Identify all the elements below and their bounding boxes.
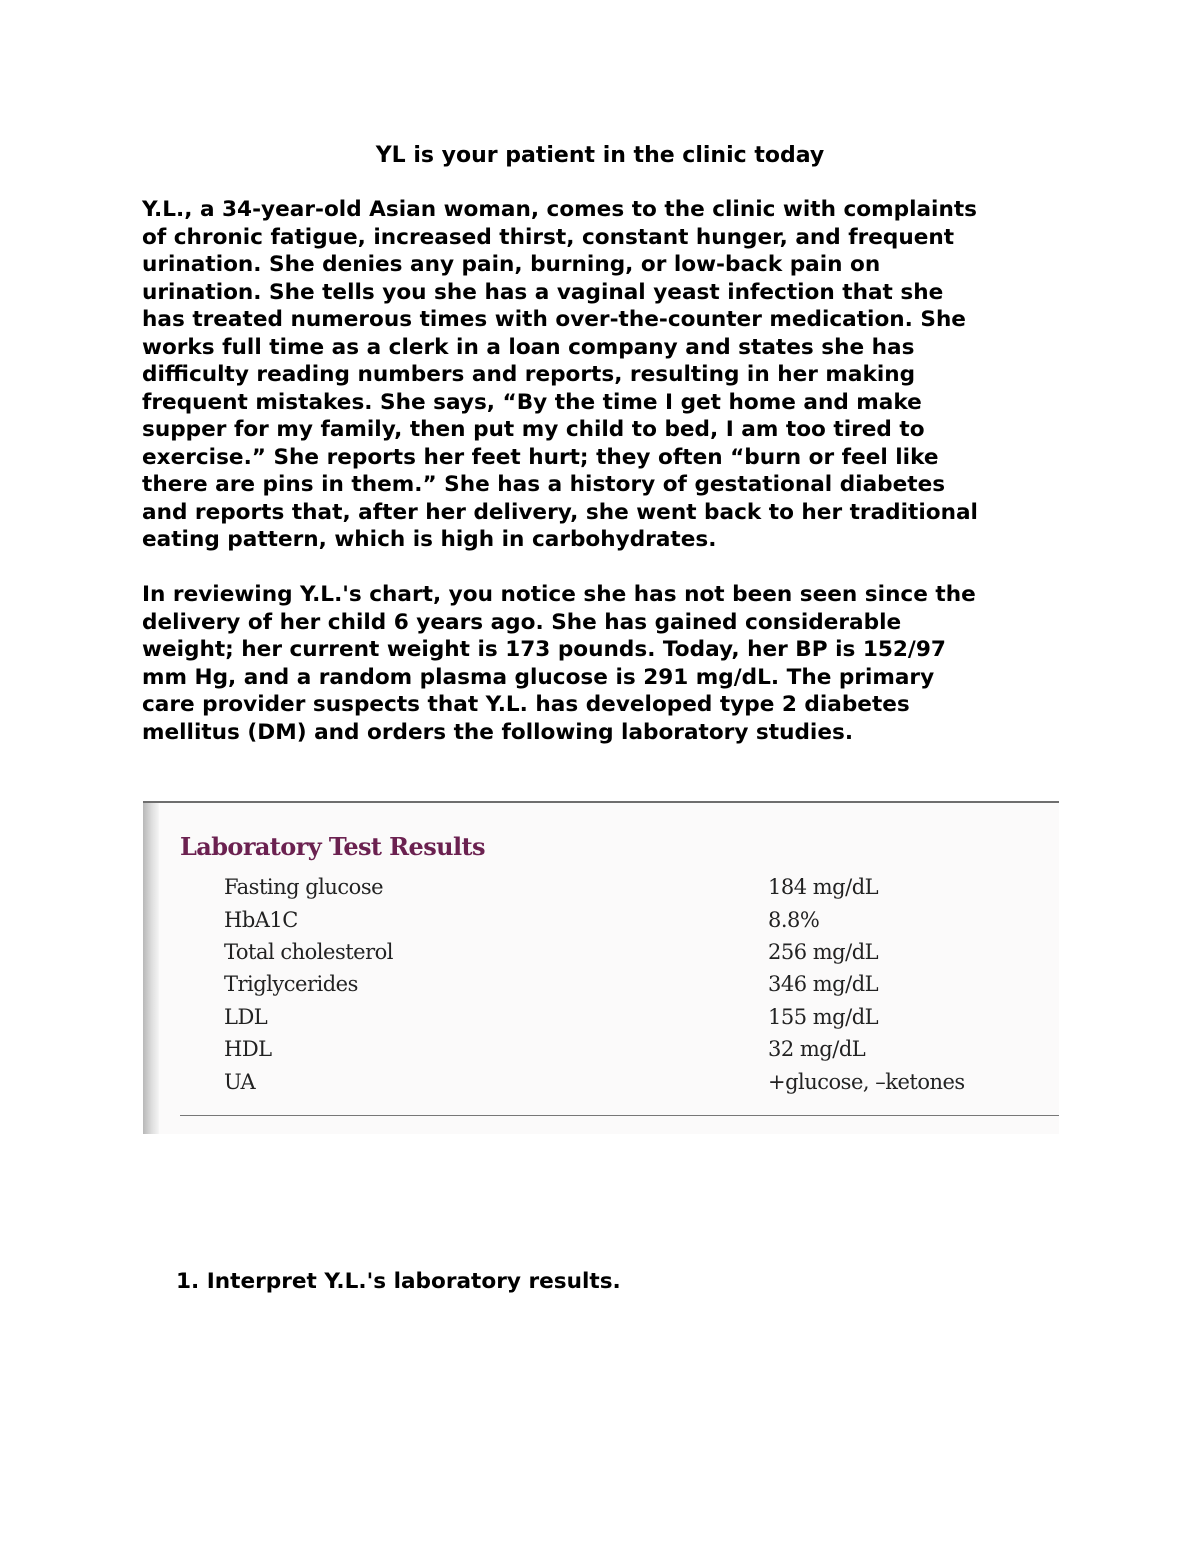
paragraph-line: urination. She denies any pain, burning, or low-back pain on <box>142 252 881 277</box>
table-row <box>224 936 965 968</box>
paragraph-line: has treated numerous times with over-the-counter medication. She <box>142 307 966 332</box>
paragraph-line: mm Hg, and a random plasma glucose is 291 mg/dL. The primary <box>142 664 935 690</box>
paragraph-line: weight; her current weight is 173 pounds. Today, her BP is 152/97 <box>142 637 946 662</box>
table-row <box>224 1065 965 1097</box>
lab-test-value: 155 mg/dL <box>768 1004 879 1029</box>
case-paragraph-2 <box>142 581 1072 746</box>
paragraph-line: care provider suspects that Y.L. has developed type 2 diabetes <box>142 692 910 717</box>
panel-shadow <box>143 803 159 1134</box>
paragraph-line: works full time as a clerk in a loan company and states she has <box>142 334 915 360</box>
lab-test-value: 184 mg/dL <box>768 875 879 900</box>
table-row <box>224 968 965 1000</box>
lab-test-value: 256 mg/dL <box>768 939 879 964</box>
lab-test-value: 8.8% <box>768 907 820 932</box>
table-row <box>224 871 965 903</box>
lab-test-name: HbA1C <box>224 907 298 932</box>
paragraph-line: In reviewing Y.L.'s chart, you notice she has not been seen since the <box>142 582 976 607</box>
lab-test-value: +glucose, –ketones <box>768 1069 965 1094</box>
paragraph-line: mellitus (DM) and orders the following laboratory studies. <box>142 719 854 745</box>
table-row <box>224 1033 965 1065</box>
paragraph-line: Y.L., a 34-year-old Asian woman, comes to the clinic with complaints <box>142 197 978 222</box>
document-title: YL is your patient in the clinic today <box>375 143 825 168</box>
paragraph-line: exercise.” She reports her feet hurt; they often “burn or feel like <box>142 444 939 470</box>
paragraph-line: frequent mistakes. She says, “By the time I get home and make <box>142 389 922 415</box>
lab-results-table <box>224 871 965 1098</box>
lab-test-name: Fasting glucose <box>224 875 384 900</box>
paragraph-line: urination. She tells you she has a vaginal yeast infection that she <box>142 279 944 305</box>
paragraph-line: supper for my family, then put my child to bed, I am too tired to <box>142 417 925 442</box>
table-row <box>224 903 965 935</box>
case-paragraph-1 <box>142 196 1072 554</box>
paragraph-line: of chronic fatigue, increased thirst, constant hunger, and frequent <box>142 224 955 250</box>
paragraph-line: and reports that, after her delivery, she went back to her traditional <box>142 499 978 525</box>
paragraph-line: difficulty reading numbers and reports, resulting in her making <box>142 362 916 387</box>
lab-results-title: Laboratory Test Results <box>180 832 485 861</box>
lab-test-name: UA <box>224 1069 256 1094</box>
lab-results-panel <box>143 801 1059 1134</box>
lab-test-value: 346 mg/dL <box>768 972 879 997</box>
lab-test-name: Triglycerides <box>224 972 358 997</box>
lab-test-value: 32 mg/dL <box>768 1037 866 1062</box>
lab-test-name: HDL <box>224 1037 272 1062</box>
paragraph-line: eating pattern, which is high in carbohydrates. <box>142 527 717 552</box>
paragraph-line: there are pins in them.” She has a history of gestational diabetes <box>142 472 946 497</box>
lab-test-name: LDL <box>224 1004 268 1029</box>
lab-test-name: Total cholesterol <box>224 939 393 964</box>
paragraph-line: delivery of her child 6 years ago. She has gained considerable <box>142 609 902 635</box>
table-bottom-rule <box>180 1115 1059 1116</box>
question-1: 1. Interpret Y.L.'s laboratory results. <box>176 1269 621 1294</box>
table-row <box>224 1001 965 1033</box>
